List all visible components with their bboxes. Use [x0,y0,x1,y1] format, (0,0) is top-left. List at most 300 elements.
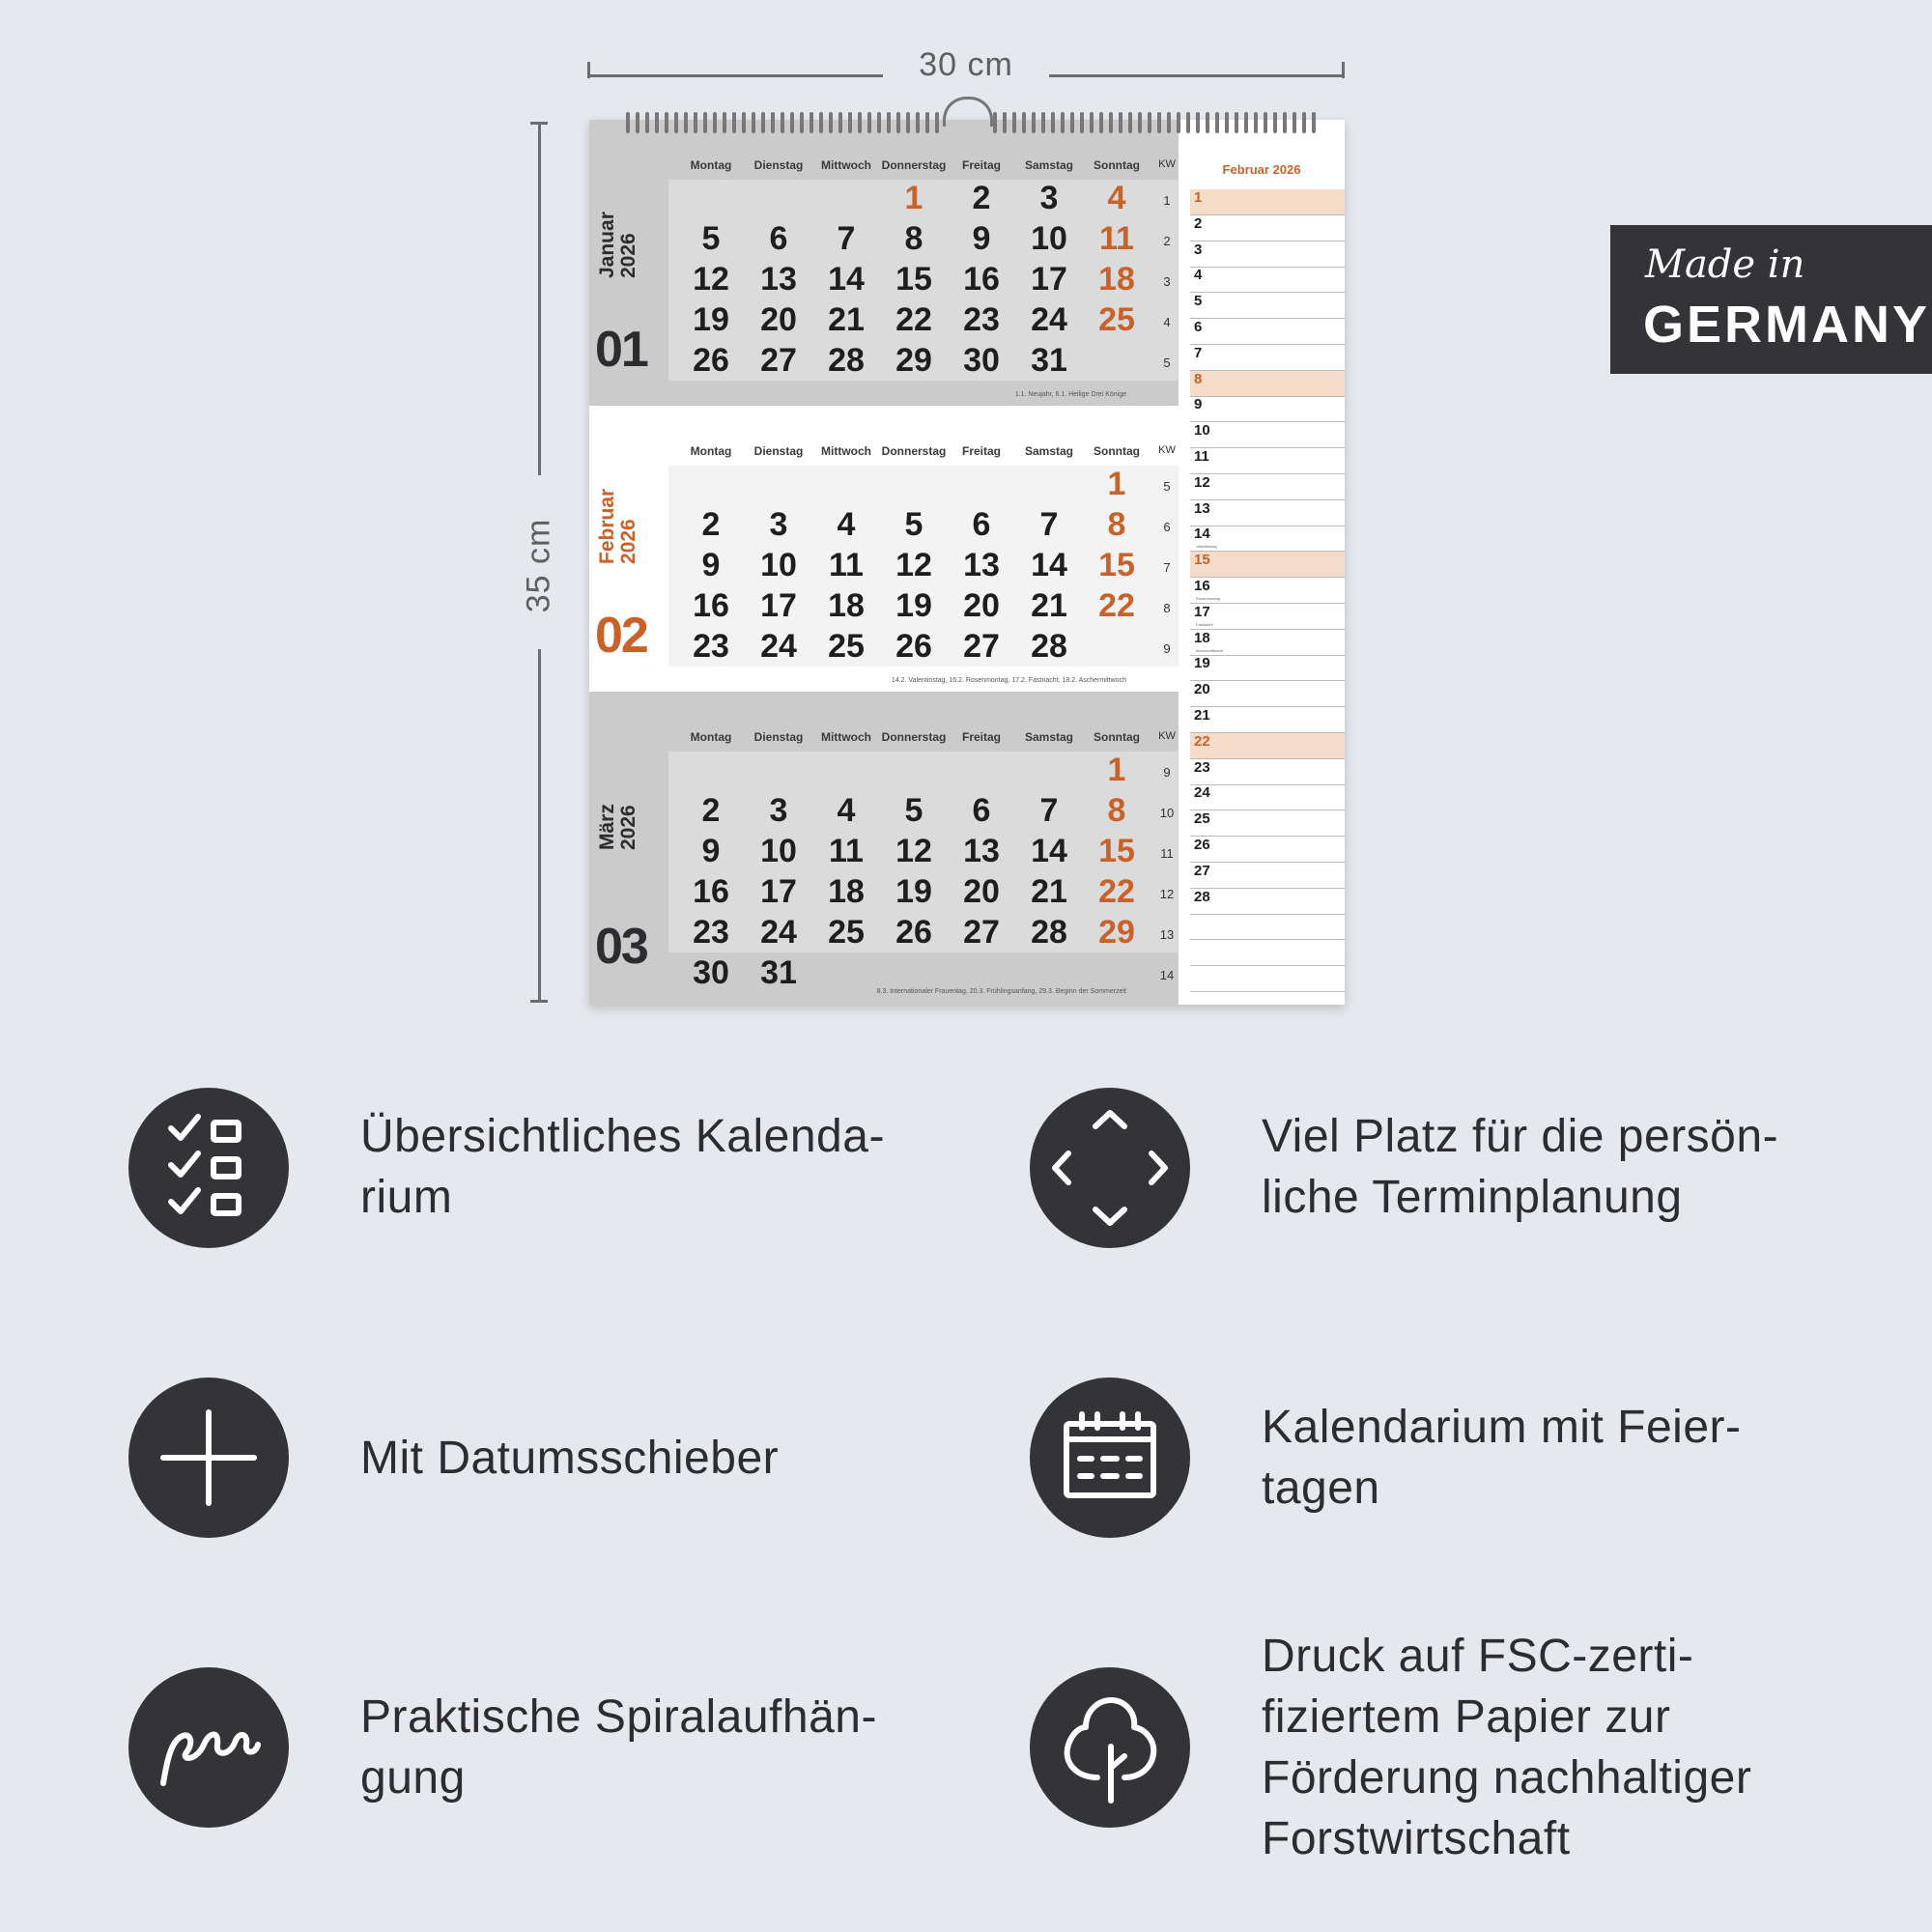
calendar-day: 2 [972,180,991,216]
feature-line: Förderung nachhaltiger [1262,1752,1752,1804]
calendar-day: 2 [701,792,721,829]
calendar-day: 23 [693,914,729,951]
planner-row [1190,630,1345,656]
calendar-icon [1030,1378,1190,1538]
planner-row [1190,966,1345,992]
feature-line: Mit Datumsschieber [360,1433,780,1484]
planner-day: 4 [1194,267,1203,284]
spiral-ring [925,112,929,133]
calendar-day: 4 [837,506,856,543]
spiral-ring [781,112,784,133]
feature-line: Praktische Spiralaufhän- [360,1691,877,1743]
weekday-header: Samstag [1024,158,1074,172]
spiral-ring [694,112,697,133]
spiral-ring [810,112,813,133]
spiral-ring [723,112,726,133]
calendar-day: 13 [963,833,1000,869]
badge-country: GERMANY [1643,296,1931,354]
spiral-ring [645,112,649,133]
feature-line: fiziertem Papier zur [1262,1691,1671,1743]
calendar-day: 7 [837,220,856,257]
calendar-day: 19 [895,587,932,624]
feature-line: Viel Platz für die persön- [1262,1111,1779,1162]
spiral-ring [1080,112,1084,133]
planner-day: 24 [1194,784,1210,802]
calendar-day: 5 [904,792,923,829]
spiral-ring [896,112,900,133]
calendar-day: 12 [895,547,932,583]
spiral-ring [1167,112,1171,133]
weekday-header: Mittwoch [821,444,871,458]
planner-row [1190,500,1345,526]
spiral-ring [800,112,804,133]
calendar-day: 18 [828,587,865,624]
calendar-day: 15 [1098,833,1135,869]
planner-day: 1 [1194,189,1203,206]
calendar-week-number: 7 [1163,560,1171,575]
planner-row [1190,319,1345,345]
feature-text-planning-space [1262,1106,1778,1228]
calendar-day: 25 [828,914,865,951]
holiday-note: 8.3. Internationaler Frauentag, 20.3. Frühlingsanfang, 29.3. Beginn der Sommerzeit [876,988,1126,995]
calendar-day: 25 [828,628,865,665]
planner-day: 17 [1194,603,1210,620]
calendar-day: 9 [701,547,721,583]
feature-line: tagen [1262,1463,1380,1514]
planner-row [1190,371,1345,397]
planner-day: 28 [1194,888,1210,905]
planner-day: 16 [1194,578,1210,594]
calendar-day: 17 [760,873,797,910]
calendar-day: 28 [1031,914,1067,951]
spiral-ring [1022,112,1026,133]
planner-day: 22 [1194,732,1210,750]
planner-row [1190,810,1345,837]
width-dimension [587,46,1345,91]
planner-row [1190,578,1345,604]
calendar-day: 18 [828,873,865,910]
planner-row [1190,889,1345,915]
spiral-ring [1186,112,1190,133]
calendar-day: 6 [769,220,788,257]
spiral-ring [1099,112,1103,133]
calendar-day: 8 [904,220,923,257]
calendar-week-number: 12 [1159,887,1175,901]
calendar-day: 10 [760,833,797,869]
spiral-ring [1273,112,1277,133]
planner-row [1190,267,1345,293]
calendar-day: 27 [963,628,1000,665]
calendar-day: 5 [904,506,923,543]
planner-note: Valentinstag [1196,544,1217,550]
month-name-label: Januar [596,212,618,278]
planner-note: Rosenmontag [1196,596,1220,601]
height-dimension [520,122,557,1003]
planner-day: 11 [1194,448,1209,465]
calendar-day: 17 [760,587,797,624]
calendar-day: 20 [760,301,797,338]
spiral-ring [1235,112,1238,133]
plus-icon [128,1378,289,1538]
planner-row [1190,293,1345,319]
calendar-week-number: 6 [1163,520,1171,534]
planner-row [1190,863,1345,889]
feature-text-calendar-overview [360,1106,885,1228]
spiral-ring [1128,112,1132,133]
planner-row [1190,604,1345,630]
calendar-day: 30 [963,342,1000,379]
weekday-header: Sonntag [1094,444,1140,458]
spiral-ring [1206,112,1209,133]
feature-line: rium [360,1172,453,1223]
planner-day: 8 [1194,370,1203,387]
spiral-ring [877,112,881,133]
calendar-day: 13 [760,261,797,298]
calendar-day: 16 [693,587,729,624]
planner-day: 20 [1194,681,1210,698]
feature-line: Übersichtliches Kalenda- [360,1111,885,1162]
planner-row [1190,940,1345,966]
kw-header: KW [1158,158,1176,170]
holiday-note: 14.2. Valentinstag, 16.2. Rosenmontag, 17.2. Fastnacht, 18.2. Aschermittwoch [891,677,1126,684]
badge-made-in: Made in [1645,242,1805,287]
planner-row [1190,448,1345,474]
spiral-ring [935,112,939,133]
planner-day: 2 [1194,214,1203,232]
calendar-day: 25 [1098,301,1135,338]
holiday-note: 1.1. Neujahr, 6.1. Heilige Drei Könige [1014,391,1126,398]
calendar-day: 10 [1031,220,1067,257]
spiral-ring [761,112,765,133]
planner-day: 10 [1194,422,1210,440]
weekday-header: Freitag [961,444,1001,458]
planner-day: 5 [1194,293,1203,310]
spiral-ring [1225,112,1229,133]
feature-text-spiral [360,1687,877,1808]
spiral-ring [1003,112,1007,133]
planner-day: 27 [1194,862,1210,879]
spiral-ring [684,112,688,133]
planner-day: 23 [1194,758,1210,776]
spiral-ring [1196,112,1200,133]
spiral-ring [1032,112,1036,133]
spiral-ring [1283,112,1287,133]
calendar-day: 7 [1039,506,1059,543]
planner-row [1190,733,1345,759]
spiral-ring [1254,112,1258,133]
calendar-week-number: 2 [1163,234,1171,248]
feature-line: Kalendarium mit Feier- [1262,1402,1742,1453]
calendar-week-number: 1 [1163,193,1171,208]
kw-header: KW [1158,444,1176,456]
calendar-week-number: 3 [1163,274,1171,289]
calendar-day: 15 [1098,547,1135,583]
spiral-ring [771,112,775,133]
planner-row [1190,242,1345,268]
calendar-day: 29 [1098,914,1135,951]
made-in-germany-badge [1610,225,1932,374]
calendar-day: 24 [760,914,797,951]
spiral-ring [887,112,891,133]
spiral-ring [665,112,668,133]
spiral-ring [916,112,920,133]
spiral-ring [858,112,862,133]
spiral-ring [655,112,659,133]
calendar-day: 4 [837,792,856,829]
spiral-ring [674,112,678,133]
calendar-day: 22 [1098,587,1135,624]
planner-row [1190,189,1345,215]
month-number: 02 [595,608,647,664]
calendar-day: 14 [1031,547,1067,583]
calendar-day: 17 [1031,261,1067,298]
weekday-header: Montag [690,158,732,172]
calendar-day: 12 [895,833,932,869]
calendar-week-number: 11 [1160,846,1174,861]
spiral-ring [742,112,746,133]
weekday-header: Mittwoch [821,158,871,172]
calendar-day: 21 [828,301,865,338]
calendar-day: 10 [760,547,797,583]
calendar-day: 15 [895,261,932,298]
planner-row [1190,474,1345,500]
planner-row [1190,655,1345,681]
calendar-day: 1 [1107,752,1126,788]
spiral-ring [732,112,736,133]
planner-row [1190,837,1345,863]
spiral-ring [703,112,707,133]
calendar-day: 1 [1107,466,1126,502]
spiral-ring [1148,112,1151,133]
weekday-header: Samstag [1024,444,1074,458]
planner-row [1190,422,1345,448]
height-line-top [538,122,541,475]
calendar-week-number: 10 [1159,806,1175,820]
weekday-header: Dienstag [753,158,804,172]
planner-day: 12 [1194,473,1210,491]
calendar-day: 7 [1039,792,1059,829]
planner-row [1190,345,1345,371]
spiral-ring [626,112,630,133]
weekday-header: Dienstag [753,730,804,744]
calendar-day: 24 [1031,301,1067,338]
spiral-ring [1138,112,1142,133]
calendar-week-number: 9 [1163,765,1171,780]
calendar-day: 6 [972,792,991,829]
month-year-label: 2026 [617,805,639,850]
calendar-day: 12 [693,261,729,298]
feature-text-holidays [1262,1397,1741,1519]
calendar-day: 3 [1039,180,1059,216]
calendar-day: 14 [828,261,865,298]
spiral-ring [1244,112,1248,133]
spiral-ring [1012,112,1016,133]
weekday-header: Freitag [961,158,1001,172]
month-name [597,734,639,850]
spiral-ring [1177,112,1180,133]
height-cap-bottom [530,1000,548,1003]
planner-row [1190,759,1345,785]
weekday-header: Dienstag [753,444,804,458]
spiral-ring [1157,112,1161,133]
weekday-header: Donnerstag [881,444,947,458]
month-year-label: 2026 [617,233,639,278]
calendar-day: 28 [1031,628,1067,665]
spiral-ring [838,112,842,133]
planner-row [1190,215,1345,242]
calendar-day: 9 [701,833,721,869]
month-number: 01 [595,322,647,378]
month-block [589,406,1179,692]
planner-row [1190,914,1345,940]
planner-day: 18 [1194,629,1210,646]
weekday-header: Mittwoch [821,730,871,744]
planner-row [1190,396,1345,422]
planner-row [1190,784,1345,810]
calendar-day: 26 [895,628,932,665]
calendar-day: 8 [1107,506,1126,543]
weekday-header: Montag [690,444,732,458]
calendar-day: 13 [963,547,1000,583]
calendar-day: 26 [895,914,932,951]
calendar-day: 23 [963,301,1000,338]
spiral-ring [829,112,833,133]
spiral-ring [1051,112,1055,133]
calendar-week-number: 14 [1159,968,1175,982]
kw-header: KW [1158,730,1176,742]
spiral-ring [1264,112,1267,133]
feature-line: liche Terminplanung [1262,1172,1683,1223]
calendar-day: 19 [895,873,932,910]
calendar-day: 20 [963,873,1000,910]
planner-day: 3 [1194,241,1203,258]
height-cap-top [530,122,548,125]
month-name-label: März [596,804,618,850]
spiral-ring [790,112,794,133]
spiral-ring [993,112,997,133]
weekday-header: Donnerstag [881,158,947,172]
spiral-ring [1070,112,1074,133]
calendar-day: 23 [693,628,729,665]
spiral-ring [1312,112,1316,133]
calendar-week-number: 9 [1163,641,1171,656]
planner-row [1190,552,1345,578]
calendar-day: 22 [895,301,932,338]
spiral-ring [713,112,717,133]
calendar-day: 27 [963,914,1000,951]
calendar-week-number: 5 [1163,479,1171,494]
calendar-day: 21 [1031,587,1067,624]
spiral-ring [1119,112,1122,133]
feature-text-date-slider [360,1428,779,1489]
calendar-day: 2 [701,506,721,543]
calendar-day: 18 [1098,261,1135,298]
planner-day: 21 [1194,707,1210,724]
spiral-ring [848,112,852,133]
calendar-day: 26 [693,342,729,379]
calendar-week-number: 5 [1163,355,1171,370]
calendar-day: 30 [693,954,729,991]
month-number: 03 [595,919,647,975]
calendar-day: 24 [760,628,797,665]
planner-day: 25 [1194,810,1210,828]
calendar-day: 9 [972,220,991,257]
expand-arrows-icon [1030,1088,1190,1248]
month-year-label: 2026 [617,519,639,564]
calendar-day: 16 [693,873,729,910]
month-block [589,692,1179,1005]
spiral-ring [1293,112,1296,133]
planner-day: 19 [1194,655,1210,672]
planner-day: 26 [1194,837,1210,853]
spiral-icon [128,1667,289,1828]
weekday-header: Freitag [961,730,1001,744]
feature-line: gung [360,1752,466,1804]
weekday-header: Donnerstag [881,730,947,744]
weekday-header: Montag [690,730,732,744]
calendar-day: 8 [1107,792,1126,829]
calendar-day: 16 [963,261,1000,298]
height-label: 35 cm [520,518,557,613]
planner-day: 6 [1194,319,1203,335]
calendar-day: 28 [828,342,865,379]
feature-line: Druck auf FSC-zerti- [1262,1631,1694,1682]
weekday-header: Sonntag [1094,158,1140,172]
calendar-day: 11 [1099,220,1134,257]
calendar-day: 11 [829,833,864,869]
planner-day: 9 [1194,396,1203,413]
width-label: 30 cm [919,46,1013,83]
month-name [597,162,639,278]
feature-line: Forstwirtschaft [1262,1813,1571,1864]
planner-day: 14 [1194,526,1210,543]
calendar-day: 19 [693,301,729,338]
spiral-ring [906,112,910,133]
calendar-day: 5 [701,220,721,257]
weekday-header: Sonntag [1094,730,1140,744]
calendar-day: 21 [1031,873,1067,910]
planner-day: 13 [1194,499,1210,517]
month-name [597,448,639,564]
spiral-ring [1061,112,1065,133]
planner-note: Fastnacht [1196,621,1213,627]
calendar-day: 14 [1031,833,1067,869]
spiral-ring [1109,112,1113,133]
calendar-day: 4 [1107,180,1126,216]
planner-row [1190,707,1345,733]
calendar-day: 31 [760,954,797,991]
spiral-ring [636,112,639,133]
calendar-day: 29 [895,342,932,379]
calendar-day: 20 [963,587,1000,624]
planner-column [1179,120,1345,1005]
spiral-ring [1215,112,1219,133]
spiral-ring [1041,112,1045,133]
tree-icon [1030,1667,1190,1828]
calendar-day: 11 [829,547,864,583]
spiral-ring [1090,112,1094,133]
feature-text-fsc-paper [1262,1626,1751,1869]
month-block [589,120,1179,406]
planner-row [1190,681,1345,707]
calendar-day: 3 [769,506,788,543]
calendar-week-number: 4 [1163,315,1171,329]
wall-calendar [589,120,1345,1005]
calendar-day: 1 [904,180,923,216]
checklist-icon [128,1088,289,1248]
planner-row [1190,526,1345,552]
height-line-bottom [538,649,541,1003]
